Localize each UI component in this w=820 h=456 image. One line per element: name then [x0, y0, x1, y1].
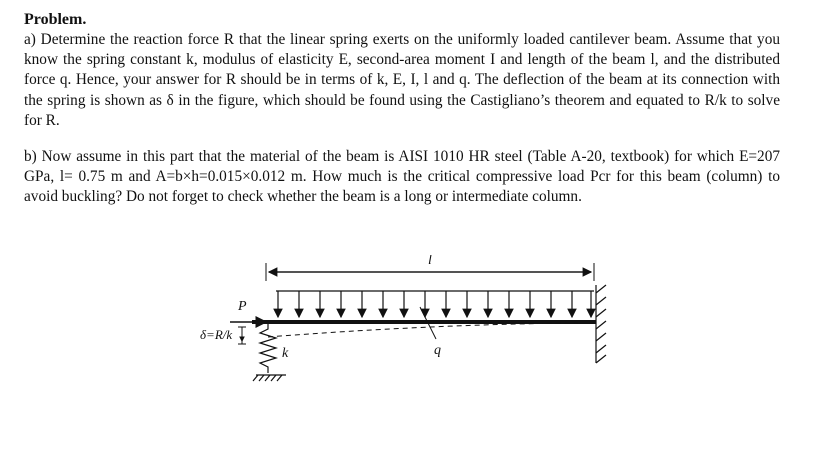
distributed-load-label: q: [434, 343, 441, 358]
load-label: P: [238, 299, 247, 314]
length-dimension: [266, 255, 594, 281]
axial-load-arrow: [230, 299, 266, 322]
distributed-load-arrows: [276, 291, 594, 317]
deflection-label: δ=R/k: [200, 327, 233, 342]
length-label: l: [428, 255, 432, 268]
beam-figure: [190, 255, 620, 395]
problem-title: Problem.: [24, 11, 87, 28]
deflection-indicator: [238, 327, 246, 344]
problem-statement: [24, 10, 780, 208]
part-a-text: a) Determine the reaction force R that the linear spring exerts on the uniformly loaded cantilever beam. Assume that you know the spring constant k, modulus of elasticity E, second-area moment I and length of the beam l, and the distributed force q. Hence, your answer for R should be in terms of k, E, I, l and q. The deflection of the beam at its connection with the spring is shown as δ in the figure, which should be found using the Castigliano’s theorem and equated to R/k to solve for R.: [24, 31, 780, 129]
part-b-text: b) Now assume in this part that the material of the beam is AISI 1010 HR steel (Table A-20, textbook) for which E=207 GPa, l= 0.75 m and A=b×h=0.015×0.012 m. How much is the critical compressive load Pcr for this beam (column) to avoid buckling? Do not forget to check whether the beam is a long or intermediate column.: [24, 148, 780, 206]
fixed-support: [596, 285, 606, 363]
spring-label: k: [282, 346, 289, 361]
